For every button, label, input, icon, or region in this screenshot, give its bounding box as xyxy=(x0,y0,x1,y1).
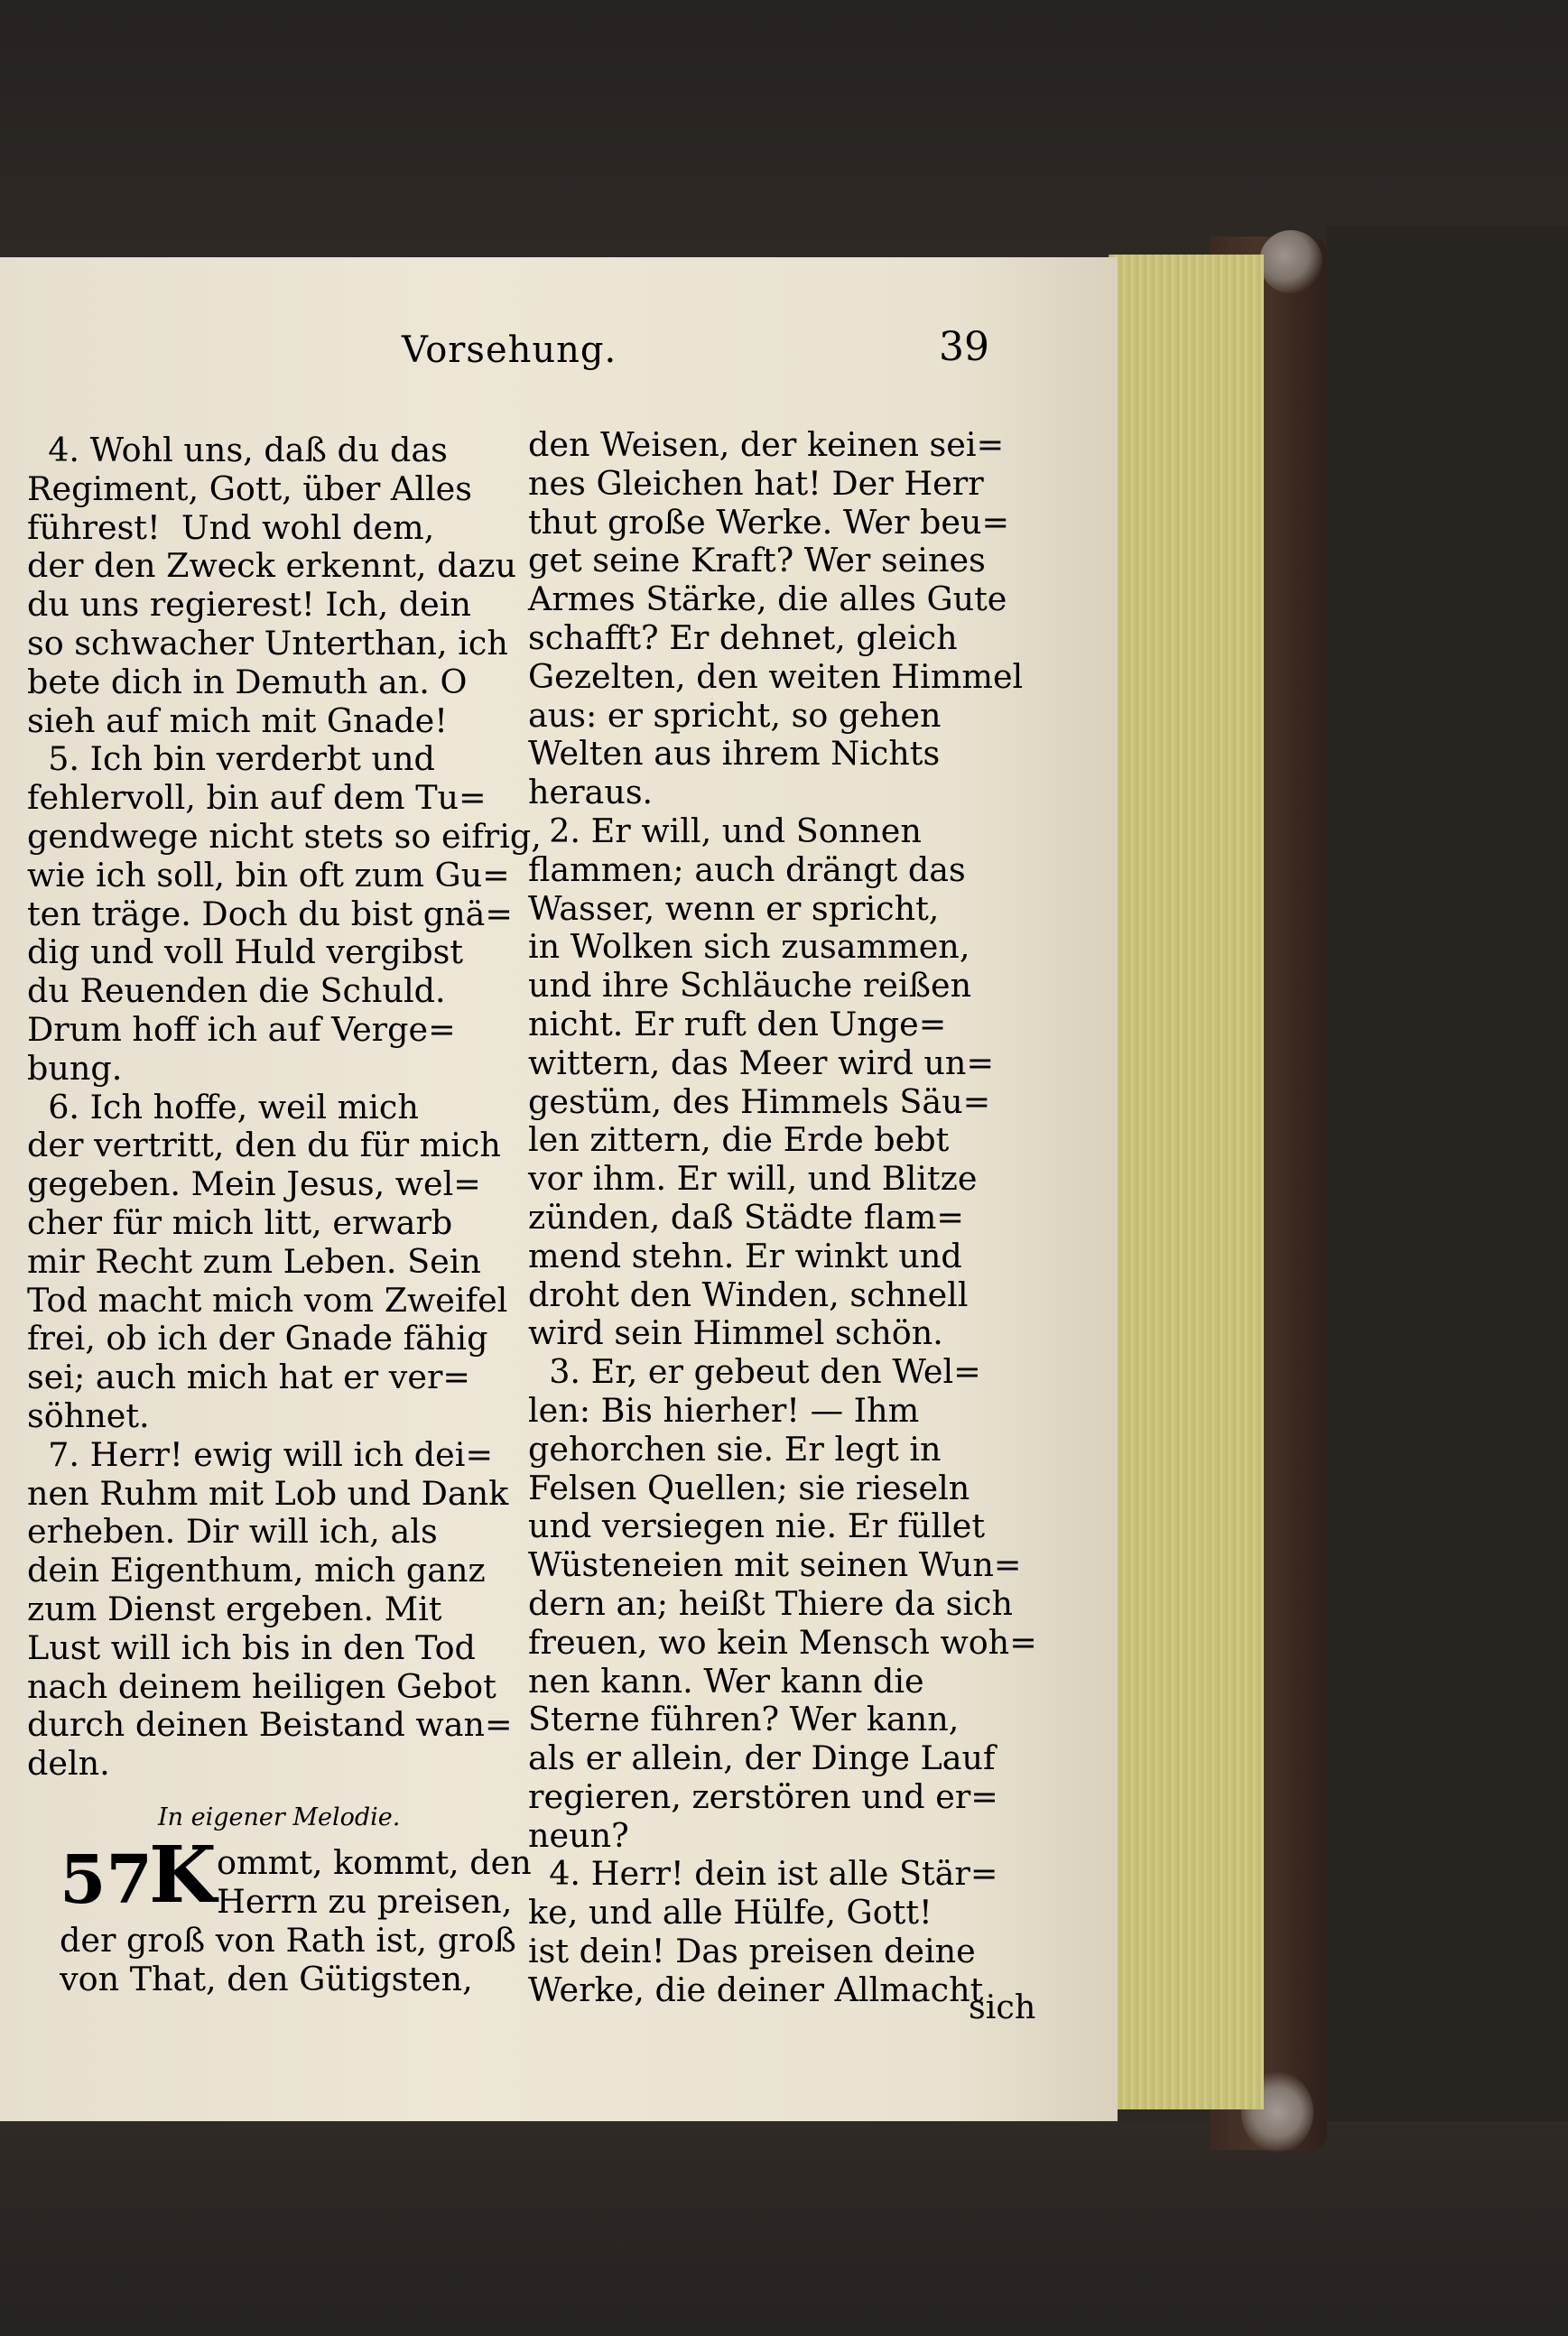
hymn-first-line: Herrn zu preisen, xyxy=(217,1881,513,1921)
left-column-line: durch deinen Beistand wan= xyxy=(27,1705,513,1745)
right-column-line: len: Bis hierher! — Ihm xyxy=(528,1390,920,1430)
left-column-line: deln. xyxy=(27,1744,110,1784)
right-column-line: aus: er spricht, so gehen xyxy=(528,695,942,735)
right-column-line: ist dein! Das preisen deine xyxy=(528,1932,976,1971)
right-column-line: ke, und alle Hülfe, Gott! xyxy=(528,1893,932,1933)
right-column-line: heraus. xyxy=(528,773,654,812)
gilt-page-edges xyxy=(1109,255,1264,2109)
right-column-line: 4. Herr! dein ist alle Stär= xyxy=(528,1854,998,1894)
background-bottom xyxy=(0,2121,1568,2336)
right-column-line: thut große Werke. Wer beu= xyxy=(528,502,1010,542)
left-text-column xyxy=(27,431,542,1784)
left-column-line: Regiment, Gott, über Alles xyxy=(27,468,472,508)
worn-corner-top xyxy=(1259,230,1322,293)
right-column-line: get seine Kraft? Wer seines xyxy=(528,541,986,580)
left-column-line: 7. Herr! ewig will ich dei= xyxy=(27,1434,494,1474)
left-column-line: frei, ob ich der Gnade fähig xyxy=(27,1319,488,1358)
right-column-line: gestüm, des Himmels Säu= xyxy=(528,1081,991,1121)
hymn-rubric: In eigener Melodie. xyxy=(158,1803,401,1831)
left-column-line: wie ich soll, bin oft zum Gu= xyxy=(27,855,510,895)
left-column-line: mir Recht zum Leben. Sein xyxy=(27,1241,481,1281)
right-column-line: dern an; heißt Thiere da sich xyxy=(528,1583,1013,1623)
left-column-line: 5. Ich bin verderbt und xyxy=(27,739,435,779)
left-column-line: gendwege nicht stets so eifrig, xyxy=(27,816,542,856)
right-column-line: nen kann. Wer kann die xyxy=(528,1661,924,1701)
right-column-line: den Weisen, der keinen sei= xyxy=(528,425,1005,464)
left-column-line: erheben. Dir will ich, als xyxy=(27,1512,438,1552)
right-column-line: Felsen Quellen; sie rieseln xyxy=(528,1468,970,1507)
left-column-line: so schwacher Unterthan, ich xyxy=(27,623,508,663)
right-column-line: 2. Er will, und Sonnen xyxy=(528,811,922,850)
right-column-line: und versiegen nie. Er füllet xyxy=(528,1506,986,1546)
left-column-line: cher für mich litt, erwarb xyxy=(27,1202,453,1242)
left-column-line: bung. xyxy=(27,1048,123,1088)
page-number: 39 xyxy=(939,324,989,370)
left-column-line: führest! Und wohl dem, xyxy=(27,507,435,547)
left-column-line: sei; auch mich hat er ver= xyxy=(27,1358,471,1397)
right-column-line: gehorchen sie. Er legt in xyxy=(528,1429,942,1469)
background-right xyxy=(1327,226,1568,2166)
hymn-following-lines xyxy=(60,1922,516,1999)
left-column-line: dig und voll Huld vergibst xyxy=(27,932,463,972)
right-column-line: Werke, die deiner Allmacht xyxy=(528,1970,984,2009)
left-column-line: nen Ruhm mit Lob und Dank xyxy=(27,1473,509,1513)
background-top xyxy=(0,0,1568,257)
left-column-line: der vertritt, den du für mich xyxy=(27,1126,501,1165)
left-column-line: Drum hoff ich auf Verge= xyxy=(27,1009,456,1049)
right-column-line: mend stehn. Er winkt und xyxy=(528,1236,962,1275)
right-column-line: Gezelten, den weiten Himmel xyxy=(528,656,1024,696)
right-column-line: regieren, zerstören und er= xyxy=(528,1776,998,1816)
hymn-drop-cap: K xyxy=(149,1830,217,1921)
left-column-line: Tod macht mich vom Zweifel xyxy=(27,1280,508,1320)
left-column-line: söhnet. xyxy=(27,1395,150,1435)
right-column-line: wittern, das Meer wird un= xyxy=(528,1043,995,1082)
right-column-line: und ihre Schläuche reißen xyxy=(528,966,972,1006)
right-column-line: freuen, wo kein Mensch woh= xyxy=(528,1622,1037,1662)
catchword: sich xyxy=(969,1988,1036,2026)
hymn-first-lines xyxy=(217,1844,532,1922)
hymn-first-line: ommt, kommt, den xyxy=(217,1843,532,1882)
left-column-line: gegeben. Mein Jesus, wel= xyxy=(27,1164,481,1204)
hymn-number: 57 xyxy=(60,1841,153,1919)
right-column-line: Armes Stärke, die alles Gute xyxy=(528,579,1007,619)
left-column-line: du Reuenden die Schuld. xyxy=(27,971,446,1011)
left-column-line: nach deinem heiligen Gebot xyxy=(27,1666,496,1706)
left-column-line: bete dich in Demuth an. O xyxy=(27,662,468,701)
left-column-line: Lust will ich bis in den Tod xyxy=(27,1627,476,1667)
left-column-line: du uns regierest! Ich, dein xyxy=(27,585,471,625)
left-column-line: ten träge. Doch du bist gnä= xyxy=(27,894,513,933)
left-column-line: dein Eigenthum, mich ganz xyxy=(27,1551,486,1590)
right-column-line: nicht. Er ruft den Unge= xyxy=(528,1004,947,1043)
right-column-line: Sterne führen? Wer kann, xyxy=(528,1700,960,1739)
left-column-line: 4. Wohl uns, daß du das xyxy=(27,431,448,469)
hymn-following-line: von That, den Gütigsten, xyxy=(60,1959,473,1998)
right-column-line: schafft? Er dehnet, gleich xyxy=(528,617,958,657)
right-column-line: in Wolken sich zusammen, xyxy=(528,927,970,967)
right-column-line: Welten aus ihrem Nichts xyxy=(528,734,941,774)
right-column-line: wird sein Himmel schön. xyxy=(528,1313,943,1353)
running-head xyxy=(0,324,1118,384)
left-column-line: fehlervoll, bin auf dem Tu= xyxy=(27,778,487,818)
right-column-line: vor ihm. Er will, und Blitze xyxy=(528,1159,978,1199)
hymn-following-line: der groß von Rath ist, groß xyxy=(60,1921,516,1960)
right-column-line: droht den Winden, schnell xyxy=(528,1275,969,1314)
right-text-column xyxy=(528,425,1037,2010)
right-column-line: 3. Er, er gebeut den Wel= xyxy=(528,1352,981,1392)
right-column-line: nes Gleichen hat! Der Herr xyxy=(528,463,984,503)
left-column-line: zum Dienst ergeben. Mit xyxy=(27,1589,442,1628)
left-column-line: 6. Ich hoffe, weil mich xyxy=(27,1087,419,1126)
right-column-line: Wüsteneien mit seinen Wun= xyxy=(528,1545,1022,1585)
right-column-line: flammen; auch drängt das xyxy=(528,849,966,889)
running-head-title: Vorsehung. xyxy=(402,329,617,371)
right-column-line: Wasser, wenn er spricht, xyxy=(528,888,940,928)
right-column-line: neun? xyxy=(528,1815,629,1855)
right-column-line: zünden, daß Städte flam= xyxy=(528,1197,965,1237)
right-column-line: als er allein, der Dinge Lauf xyxy=(528,1738,996,1778)
left-column-line: der den Zweck erkennt, dazu xyxy=(27,546,516,586)
right-column-line: len zittern, die Erde bebt xyxy=(528,1120,950,1160)
left-column-line: sieh auf mich mit Gnade! xyxy=(27,700,448,740)
